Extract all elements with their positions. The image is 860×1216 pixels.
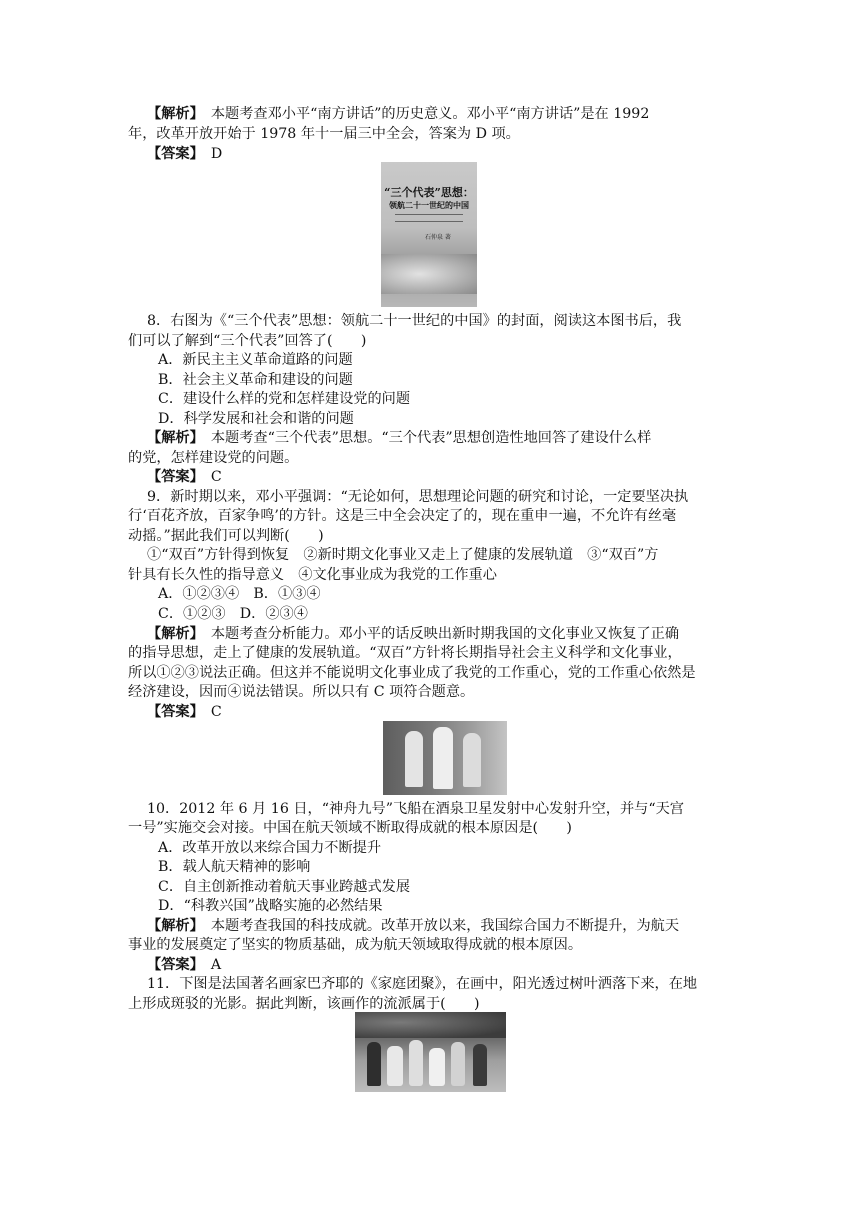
q11-stem-line-1: 11．下图是法国著名画家巴齐耶的《家庭团聚》，在画中，阳光透过树叶洒落下来，在地	[147, 976, 698, 992]
astronaut-figure	[433, 727, 453, 789]
q9-analysis-line-2: 的指导思想，走上了健康的发展轨道。“双百”方针将长期指导社会主义科学和文化事业，	[128, 645, 682, 661]
q10-option-d: D．“科教兴国”战略实施的必然结果	[158, 898, 383, 914]
q10-stem-line-1: 10．2012 年 6 月 16 日，“神舟九号”飞船在酒泉卫星发射中心发射升空，并与“天宫	[147, 801, 684, 817]
answer-label: 【答案】	[147, 957, 197, 973]
book-author: 石仲泉 著	[425, 234, 451, 241]
q8-option-b: B．社会主义革命和建设的问题	[158, 372, 353, 388]
q9-stem-line-2: 行‘百花齐放，百家争鸣’的方针。这是三中全会决定了的，现在重申一遍，不允许有丝毫	[128, 508, 677, 524]
answer-value: C	[210, 704, 222, 720]
book-title-line-1: “三个代表”思想：	[384, 186, 474, 199]
q9-analysis-line	[147, 624, 755, 644]
astronaut-figure	[463, 733, 481, 787]
q9-analysis-line-3: 所以①②③说法正确。但这并不能说明文化事业成了我党的工作重心，党的工作重心依然是	[128, 665, 696, 681]
q8-option-d: D．科学发展和社会和谐的问题	[158, 411, 354, 427]
figure	[451, 1042, 465, 1086]
book-cover-image	[381, 162, 477, 307]
analysis-label: 【解析】	[147, 626, 197, 642]
book-subtitle-band	[395, 214, 463, 222]
painting-image	[355, 1012, 506, 1092]
q9-items-line-1: ①“双百”方针得到恢复 ②新时期文化事业又走上了健康的发展轨道 ③“双百”方	[147, 547, 659, 563]
q10-option-a: A．改革开放以来综合国力不断提升	[158, 840, 382, 856]
book-title-line-2: 领航二十一世纪的中国	[389, 200, 469, 210]
q8-stem-line-2: 们可以了解到“三个代表”回答了( )	[128, 333, 367, 349]
astronauts-photo	[383, 721, 507, 795]
analysis-text: 本题考查“三个代表”思想。“三个代表”思想创造性地回答了建设什么样	[210, 430, 652, 446]
q7-analysis-line	[147, 104, 755, 124]
q9-items-line-2: 针具有长久性的指导意义 ④文化事业成为我党的工作重心	[128, 567, 497, 583]
answer-value: C	[210, 469, 222, 485]
q8-answer-line	[147, 467, 755, 487]
q8-analysis-line-2: 的党，怎样建设党的问题。	[128, 450, 299, 466]
q10-option-c: C．自主创新推动着航天事业跨越式发展	[158, 879, 411, 895]
book-cover-clouds	[381, 254, 477, 294]
q9-options-line-2: C．①②③ D．②③④	[158, 606, 308, 622]
analysis-text: 本题考查我国的科技成就。改革开放以来，我国综合国力不断提升，为航天	[210, 918, 680, 934]
q9-options-line-1: A．①②③④ B．①③④	[158, 586, 321, 602]
q9-answer-line	[147, 702, 755, 722]
q10-analysis-line-2: 事业的发展奠定了坚实的物质基础，成为航天领域取得成就的根本原因。	[128, 937, 583, 953]
q9-stem-line-3: 动摇。”据此我们可以判断( )	[128, 528, 324, 544]
q10-answer-line	[147, 955, 755, 975]
q10-option-b: B．载人航天精神的影响	[158, 859, 311, 875]
analysis-label: 【解析】	[147, 918, 197, 934]
figure	[409, 1040, 423, 1086]
q7-answer-line	[147, 144, 755, 164]
figure	[429, 1048, 445, 1086]
astronaut-figure	[405, 731, 423, 787]
figure	[473, 1044, 487, 1086]
analysis-text: 本题考查邓小平“南方讲话”的历史意义。邓小平“南方讲话”是在 1992	[210, 106, 650, 122]
q11-stem-line-2: 上形成斑驳的光影。据此判断，该画作的流派属于( )	[128, 996, 480, 1012]
q8-option-a: A．新民主主义革命道路的问题	[158, 352, 353, 368]
q8-analysis-line	[147, 428, 755, 448]
q7-analysis-line-2: 年，改革开放开始于 1978 年十一届三中全会，答案为 D 项。	[128, 126, 520, 142]
figure	[387, 1046, 403, 1086]
analysis-label: 【解析】	[147, 106, 197, 122]
q10-analysis-line	[147, 916, 755, 936]
answer-value: A	[210, 957, 222, 973]
analysis-label: 【解析】	[147, 430, 197, 446]
tree-shade	[355, 1012, 506, 1038]
q8-option-c: C．建设什么样的党和怎样建设党的问题	[158, 391, 411, 407]
answer-label: 【答案】	[147, 469, 197, 485]
answer-value: D	[210, 146, 223, 162]
q8-stem-line-1: 8．右图为《“三个代表”思想：领航二十一世纪的中国》的封面，阅读这本图书后，我	[147, 313, 682, 329]
answer-label: 【答案】	[147, 146, 197, 162]
figure	[367, 1042, 381, 1086]
q9-analysis-line-4: 经济建设，因而④说法错误。所以只有 C 项符合题意。	[128, 684, 475, 700]
q9-stem-line-1: 9．新时期以来，邓小平强调：“无论如何，思想理论问题的研究和讨论，一定要坚决执	[147, 489, 689, 505]
answer-label: 【答案】	[147, 704, 197, 720]
q10-stem-line-2: 一号”实施交会对接。中国在航天领域不断取得成就的根本原因是( )	[128, 820, 572, 836]
analysis-text: 本题考查分析能力。邓小平的话反映出新时期我国的文化事业又恢复了正确	[210, 626, 680, 642]
